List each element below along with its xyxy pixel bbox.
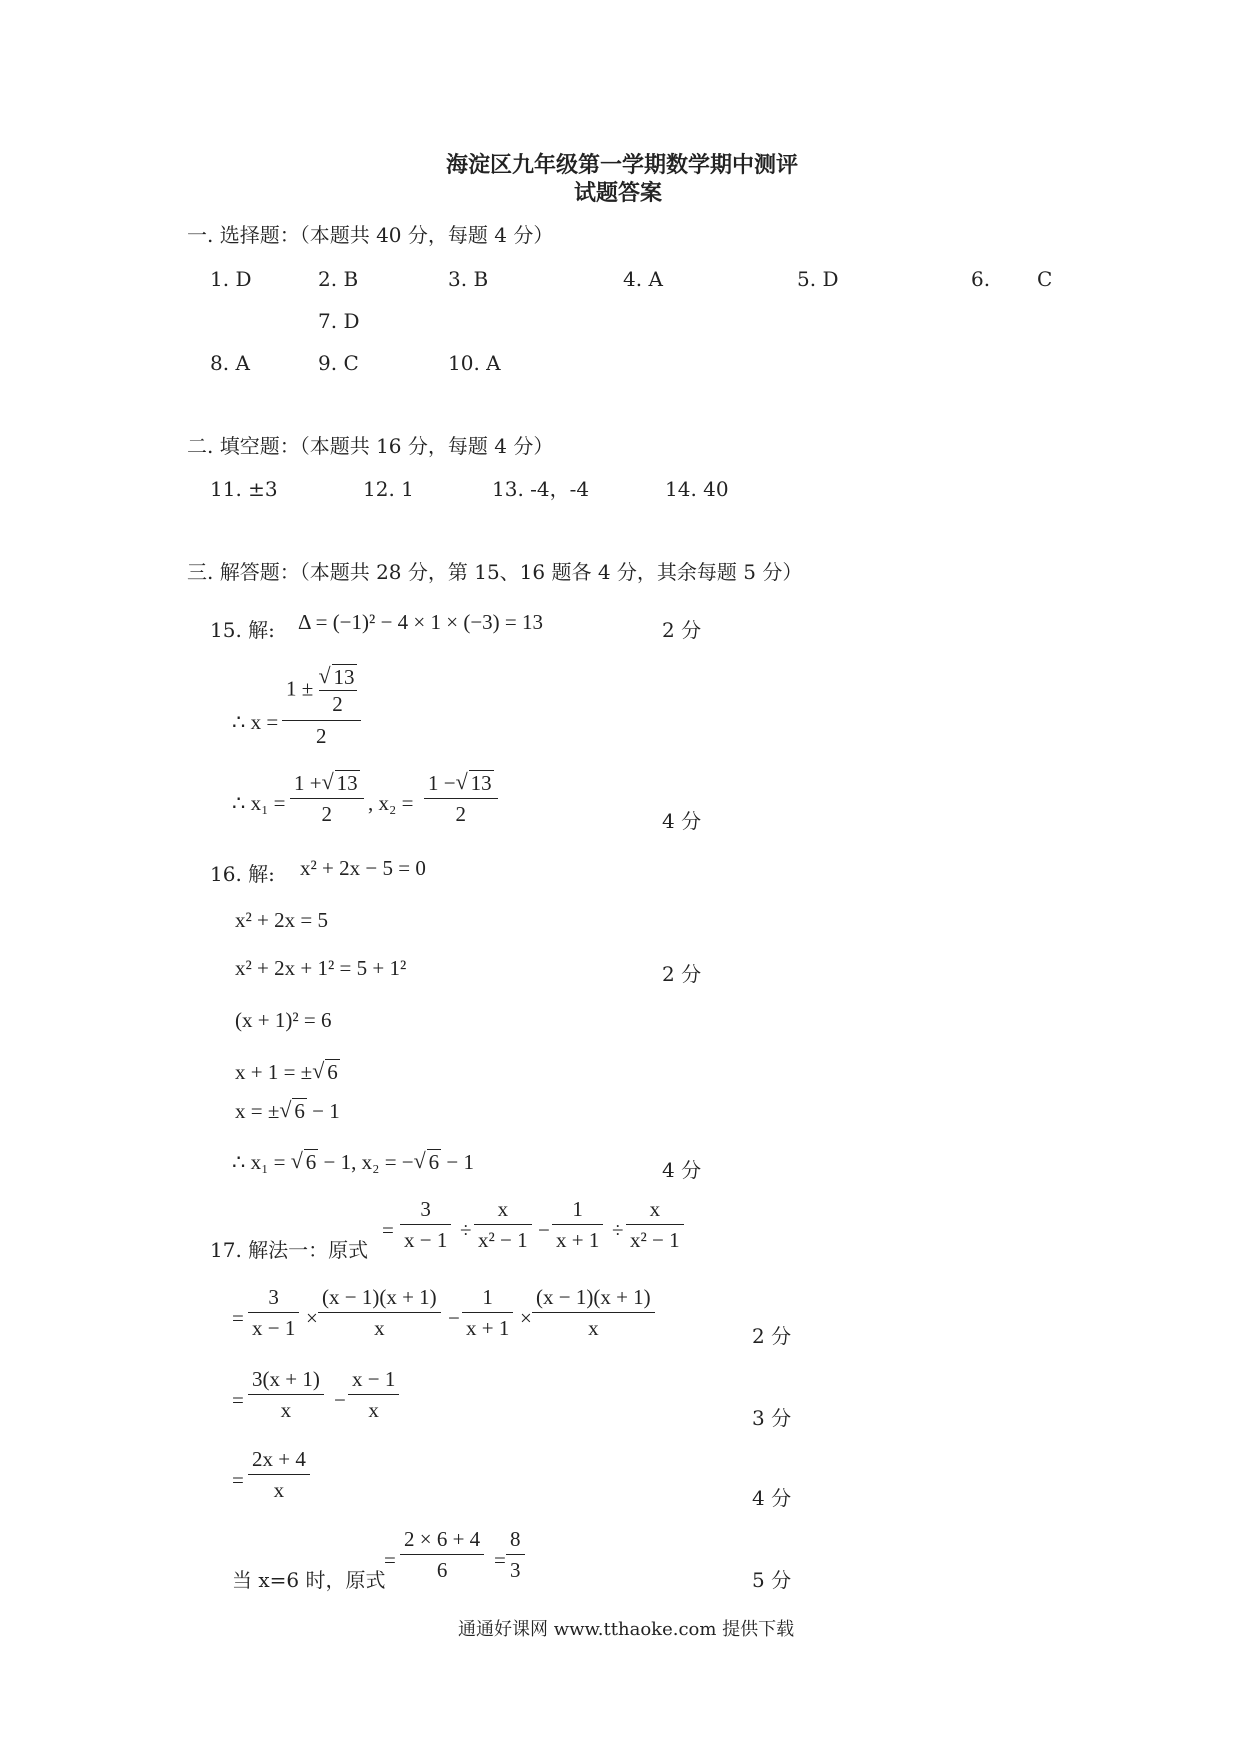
q17-mark-5: 5 分 [752,1568,792,1592]
q17-when: 当 x=6 时，原式 [232,1568,386,1592]
q17-minus-2: − [448,1306,460,1330]
q15-x-prefix: ∴ x = [232,710,279,734]
answer-3: 3. B [448,267,489,291]
answer-13: 13. -4，-4 [492,477,590,501]
q15-delta: Δ = (−1)² − 4 × 1 × (−3) = 13 [298,610,544,634]
sqrt-icon: √ 13 [322,770,360,796]
q17-h2: x − 1 x [348,1366,399,1424]
answer-9: 9. C [318,351,359,375]
answer-1: 1. D [210,267,252,291]
answer-8: 8. A [210,351,250,375]
q16-mark-2: 4 分 [662,1158,702,1182]
footer-text: 通通好课网 www.tthaoke.com 提供下载 [458,1619,795,1640]
q17-minus-1: − [538,1218,550,1242]
q17-g3: 1 x + 1 [462,1284,513,1342]
answer-5: 5. D [797,267,839,291]
q16-line-1: x² + 2x − 5 = 0 [300,856,426,880]
q17-eq-5: = [494,1548,506,1572]
q17-f1: 3 x − 1 [400,1196,451,1254]
q16-line-4: (x + 1)² = 6 [235,1008,332,1032]
section-2-heading: 二. 填空题：（本题共 16 分，每题 4 分） [187,434,554,458]
answer-6-choice: C [1037,267,1053,291]
answer-2: 2. B [318,267,359,291]
q17-f4: x x² − 1 [626,1196,684,1254]
page-subtitle: 试题答案 [574,180,663,206]
q17-k1: 2x + 4 x [248,1446,310,1504]
q16-line-7: ∴ x₁ = √ 6 − 1, x₂ = −√ 6 − 1 [232,1152,474,1173]
q16-mark-1: 2 分 [662,962,702,986]
q17-eq-3: = [232,1468,244,1492]
q15-x-numerator: 1 ± √ $\frac{13}{2}$ [282,664,361,718]
q15-roots-prefix: ∴ x₁ = [232,791,286,815]
q16-line-2: x² + 2x = 5 [235,908,328,932]
q17-times-1: × [306,1306,318,1330]
q17-times-2: × [520,1306,532,1330]
q16-label: 16. 解: [210,862,275,886]
q17-g2: (x − 1)(x + 1) x [318,1284,441,1342]
q17-minus-3: − [334,1388,346,1412]
answer-7: 7. D [318,309,360,333]
q17-eq-1: = [232,1306,244,1330]
sqrt-icon: √ 6 [279,1101,307,1122]
q17-g4: (x − 1)(x + 1) x [532,1284,655,1342]
q17-eq-0: = [382,1218,394,1242]
sqrt-icon: √ 13 [319,664,357,690]
sqrt-icon: √ 6 [414,1152,442,1173]
q16-line-6: x = ±√ 6 − 1 [235,1101,340,1122]
q15-label: 15. 解: [210,618,275,642]
q15-mark-2: 4 分 [662,809,702,833]
q17-f2: x x² − 1 [474,1196,532,1254]
q17-h1: 3(x + 1) x [248,1366,324,1424]
q17-div-1: ÷ [460,1218,472,1242]
answer-11: 11. ±3 [210,477,278,501]
sqrt-icon: √ 6 [291,1152,319,1173]
q15-root-1: 1 +√ 13 2 [290,770,364,828]
answer-6-number: 6. [971,267,991,291]
section-1-heading: 一. 选择题：（本题共 40 分，每题 4 分） [187,223,554,247]
q17-mark-2: 2 分 [752,1324,792,1348]
answer-12: 12. 1 [363,477,414,501]
q15-roots-mid: , x₂ = [368,791,414,815]
answer-4: 4. A [623,267,663,291]
q17-f3: 1 x + 1 [552,1196,603,1254]
section-3-heading: 三. 解答题：（本题共 28 分，第 15、16 题各 4 分，其余每题 5 分） [187,560,803,584]
q17-eq-4: = [384,1548,396,1572]
q17-m2: 8 3 [506,1526,525,1584]
q17-g1: 3 x − 1 [248,1284,299,1342]
q17-div-2: ÷ [612,1218,624,1242]
sqrt-icon: √ 13 [456,770,494,796]
sqrt-icon: √ 6 [312,1062,340,1083]
answer-10: 10. A [448,351,501,375]
q15-x-fraction: 1 ± √ $\frac{13}{2}$ 2 [282,664,361,749]
answer-14: 14. 40 [665,477,729,501]
q16-line-3: x² + 2x + 1² = 5 + 1² [235,956,407,980]
q17-mark-4: 4 分 [752,1486,792,1510]
q15-mark-1: 2 分 [662,618,702,642]
page-title: 海淀区九年级第一学期数学期中测评 [446,152,799,178]
q15-root-2: 1 −√ 13 2 [424,770,498,828]
q17-label: 17. 解法一：原式 [210,1238,369,1262]
q17-m1: 2 × 6 + 4 6 [400,1526,484,1584]
q17-mark-3: 3 分 [752,1406,792,1430]
q16-line-5: x + 1 = ±√ 6 [235,1062,340,1083]
q17-eq-2: = [232,1388,244,1412]
